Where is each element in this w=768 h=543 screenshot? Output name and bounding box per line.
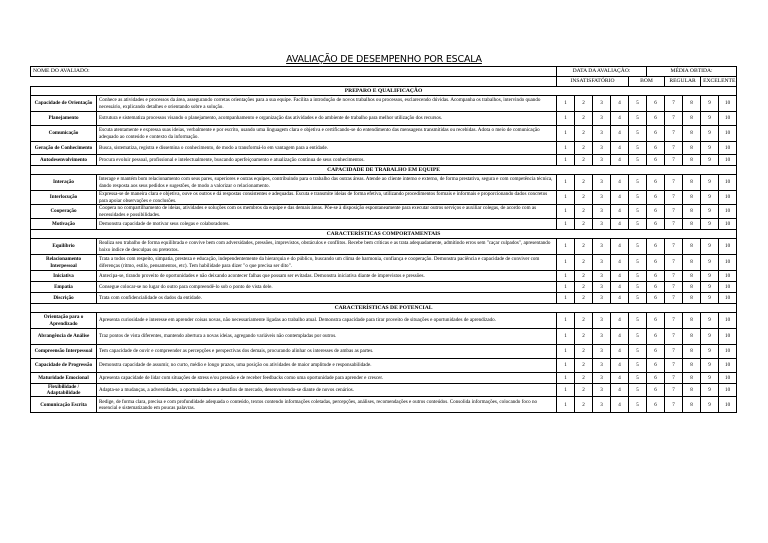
- score-option-5[interactable]: 5: [629, 293, 647, 304]
- score-option-7[interactable]: 7: [665, 359, 683, 373]
- score-option-9[interactable]: 9: [701, 126, 719, 142]
- score-option-8[interactable]: 8: [683, 219, 701, 230]
- score-option-6[interactable]: 6: [647, 219, 665, 230]
- criterion-row: [31, 282, 737, 293]
- section-title: CARACTERÍSTICAS DE POTENCIAL: [31, 304, 737, 313]
- criterion-label: Geração de Conhecimento: [31, 142, 97, 155]
- score-option-4[interactable]: 4: [611, 373, 629, 384]
- score-option-5[interactable]: 5: [629, 345, 647, 359]
- score-option-1[interactable]: 1: [557, 359, 575, 373]
- criterion-label: Capacidade de Orientação: [31, 96, 97, 112]
- score-option-2[interactable]: 2: [575, 155, 593, 166]
- score-option-1[interactable]: 1: [557, 219, 575, 230]
- score-option-10[interactable]: 10: [719, 239, 737, 255]
- criterion-label: Relacionamento Interpessoal: [31, 255, 97, 271]
- score-option-7[interactable]: 7: [665, 142, 683, 155]
- score-option-9[interactable]: 9: [701, 142, 719, 155]
- criterion-description: Redige, de forma clara, precisa e com profundidade adequada o conteúdo, textos contendo informações coletadas, percepções, análises, recomendações e outros conteúdos. Consolida informações, colocando foco no essencial e sistematizando em poucas palavras.: [97, 397, 557, 413]
- score-option-1[interactable]: 1: [557, 373, 575, 384]
- score-option-9[interactable]: 9: [701, 359, 719, 373]
- criterion-description: Procura evoluir pessoal, profissional e intelectualmente, buscando aperfeiçoamento e atualização contínua de seus conhecimentos.: [97, 155, 557, 166]
- criterion-label: Maturidade Emocional: [31, 373, 97, 384]
- score-option-1[interactable]: 1: [557, 112, 575, 126]
- score-option-9[interactable]: 9: [701, 271, 719, 282]
- criterion-row: [31, 126, 737, 142]
- score-option-7[interactable]: 7: [665, 282, 683, 293]
- score-option-8[interactable]: 8: [683, 313, 701, 329]
- score-option-3[interactable]: 3: [593, 175, 611, 191]
- criterion-row: [31, 313, 737, 329]
- score-option-10[interactable]: 10: [719, 96, 737, 112]
- score-option-8[interactable]: 8: [683, 255, 701, 271]
- criterion-description: Interage e mantém bom relacionamento com seus pares, superiores e outras equipes, contribuindo para o trabalho das outras áreas. Atende ao cliente interno e externo, de forma prestativa, segura e com competência técnica, dando resposta aos seus pedidos e sugestões, de modo a valorizar o relacionamento.: [97, 175, 557, 191]
- score-option-9[interactable]: 9: [701, 384, 719, 397]
- score-option-1[interactable]: 1: [557, 282, 575, 293]
- criterion-label: Cooperação: [31, 205, 97, 219]
- score-option-10[interactable]: 10: [719, 205, 737, 219]
- score-option-7[interactable]: 7: [665, 329, 683, 345]
- excelente-header: EXCELENTE: [701, 77, 737, 87]
- score-option-7[interactable]: 7: [665, 205, 683, 219]
- score-option-6[interactable]: 6: [647, 313, 665, 329]
- score-option-3[interactable]: 3: [593, 155, 611, 166]
- score-option-8[interactable]: 8: [683, 397, 701, 413]
- score-option-9[interactable]: 9: [701, 191, 719, 205]
- score-option-3[interactable]: 3: [593, 282, 611, 293]
- score-option-10[interactable]: 10: [719, 373, 737, 384]
- criterion-row: [31, 219, 737, 230]
- criterion-label: Iniciativa: [31, 271, 97, 282]
- score-option-1[interactable]: 1: [557, 142, 575, 155]
- score-option-9[interactable]: 9: [701, 282, 719, 293]
- score-option-6[interactable]: 6: [647, 271, 665, 282]
- score-option-8[interactable]: 8: [683, 271, 701, 282]
- score-option-2[interactable]: 2: [575, 359, 593, 373]
- criterion-label: Capacidade de Progressão: [31, 359, 97, 373]
- score-option-6[interactable]: 6: [647, 205, 665, 219]
- nome-avaliado-field[interactable]: NOME DO AVALIADO:: [31, 67, 557, 77]
- score-option-9[interactable]: 9: [701, 239, 719, 255]
- criterion-description: Expressa-se de maneira clara e objetiva, ouve os outros e dá respostas consistentes e adequadas. Escuta e transmite ideias de forma efetiva, utilizando procedimentos formais e informais e proporcionando dados concretos para apoiar observações e conclusões.: [97, 191, 557, 205]
- score-option-9[interactable]: 9: [701, 112, 719, 126]
- criterion-label: Equilíbrio: [31, 239, 97, 255]
- criterion-description: Demonstra capacidade de assumir, no curto, médio e longo prazos, uma posição ou atividades de maior amplitude e responsabilidade.: [97, 359, 557, 373]
- criterion-description: Trata com confidencialidade os dados da entidade.: [97, 293, 557, 304]
- score-option-7[interactable]: 7: [665, 239, 683, 255]
- score-option-4[interactable]: 4: [611, 96, 629, 112]
- score-option-1[interactable]: 1: [557, 345, 575, 359]
- score-option-9[interactable]: 9: [701, 96, 719, 112]
- criterion-label: Autodesenvolvimento: [31, 155, 97, 166]
- criterion-row: [31, 329, 737, 345]
- section-title: PREPARO E QUALIFICAÇÃO: [31, 87, 737, 96]
- score-option-5[interactable]: 5: [629, 219, 647, 230]
- evaluation-table: [30, 66, 737, 413]
- criterion-description: Apresenta curiosidade e interesse em aprender coisas novas, não necessariamente ligadas ao trabalho atual. Demonstra capacidade para tirar proveito de situações e oportunidades de aprendizado.: [97, 313, 557, 329]
- score-option-6[interactable]: 6: [647, 384, 665, 397]
- score-option-7[interactable]: 7: [665, 384, 683, 397]
- media-obtida-field[interactable]: MÉDIA OBTIDA:: [647, 67, 737, 77]
- score-option-4[interactable]: 4: [611, 239, 629, 255]
- score-option-1[interactable]: 1: [557, 239, 575, 255]
- score-option-9[interactable]: 9: [701, 219, 719, 230]
- criterion-description: Antecipa-se, tirando proveito de oportunidades e não deixando acontecer falhas que possam ser evitadas. Demonstra iniciativa diante de imprevistos e pressões.: [97, 271, 557, 282]
- score-option-4[interactable]: 4: [611, 313, 629, 329]
- criterion-label: Planejamento: [31, 112, 97, 126]
- score-option-8[interactable]: 8: [683, 239, 701, 255]
- score-option-4[interactable]: 4: [611, 255, 629, 271]
- score-option-6[interactable]: 6: [647, 345, 665, 359]
- score-option-5[interactable]: 5: [629, 282, 647, 293]
- score-option-2[interactable]: 2: [575, 239, 593, 255]
- criterion-row: [31, 397, 737, 413]
- score-option-3[interactable]: 3: [593, 142, 611, 155]
- score-option-10[interactable]: 10: [719, 384, 737, 397]
- score-option-10[interactable]: 10: [719, 359, 737, 373]
- criterion-row: [31, 175, 737, 191]
- score-option-4[interactable]: 4: [611, 205, 629, 219]
- score-option-7[interactable]: 7: [665, 126, 683, 142]
- score-option-5[interactable]: 5: [629, 191, 647, 205]
- criterion-row: [31, 271, 737, 282]
- regular-header: REGULAR: [665, 77, 701, 87]
- score-option-4[interactable]: 4: [611, 175, 629, 191]
- score-option-4[interactable]: 4: [611, 282, 629, 293]
- score-option-5[interactable]: 5: [629, 112, 647, 126]
- score-option-4[interactable]: 4: [611, 293, 629, 304]
- score-option-6[interactable]: 6: [647, 112, 665, 126]
- score-option-6[interactable]: 6: [647, 175, 665, 191]
- score-option-8[interactable]: 8: [683, 373, 701, 384]
- score-option-6[interactable]: 6: [647, 282, 665, 293]
- score-option-1[interactable]: 1: [557, 293, 575, 304]
- score-option-4[interactable]: 4: [611, 329, 629, 345]
- score-option-3[interactable]: 3: [593, 239, 611, 255]
- score-option-1[interactable]: 1: [557, 191, 575, 205]
- criterion-row: [31, 384, 737, 397]
- score-option-2[interactable]: 2: [575, 142, 593, 155]
- section-title: CARACTERÍSTICAS COMPORTAMENTAIS: [31, 230, 737, 239]
- score-option-8[interactable]: 8: [683, 142, 701, 155]
- score-option-7[interactable]: 7: [665, 191, 683, 205]
- criterion-label: Comunicação Escrita: [31, 397, 97, 413]
- score-option-1[interactable]: 1: [557, 384, 575, 397]
- score-option-3[interactable]: 3: [593, 255, 611, 271]
- score-option-1[interactable]: 1: [557, 397, 575, 413]
- score-option-6[interactable]: 6: [647, 255, 665, 271]
- criterion-description: Trata a todos com respeito, simpatia, presteza e educação, independentemente da hierarquia e do público, buscando um clima de harmonia, confiança e cooperação. Demonstra paciência e capacidade de conviver com diferenças (ritmo, estilo, pensamentos, etc). Tem habilidade para dizer "o que precisa ser dito".: [97, 255, 557, 271]
- score-option-2[interactable]: 2: [575, 373, 593, 384]
- score-option-2[interactable]: 2: [575, 96, 593, 112]
- score-option-1[interactable]: 1: [557, 313, 575, 329]
- score-option-10[interactable]: 10: [719, 282, 737, 293]
- score-option-1[interactable]: 1: [557, 126, 575, 142]
- score-option-2[interactable]: 2: [575, 271, 593, 282]
- score-option-10[interactable]: 10: [719, 329, 737, 345]
- criterion-label: Orientação para o Aprendizado: [31, 313, 97, 329]
- score-option-2[interactable]: 2: [575, 112, 593, 126]
- score-option-6[interactable]: 6: [647, 293, 665, 304]
- score-option-9[interactable]: 9: [701, 255, 719, 271]
- score-option-6[interactable]: 6: [647, 239, 665, 255]
- score-option-9[interactable]: 9: [701, 175, 719, 191]
- score-option-9[interactable]: 9: [701, 329, 719, 345]
- score-option-5[interactable]: 5: [629, 96, 647, 112]
- score-option-4[interactable]: 4: [611, 155, 629, 166]
- bom-header: BOM: [629, 77, 665, 87]
- score-option-7[interactable]: 7: [665, 175, 683, 191]
- score-option-8[interactable]: 8: [683, 175, 701, 191]
- score-option-7[interactable]: 7: [665, 219, 683, 230]
- score-option-2[interactable]: 2: [575, 205, 593, 219]
- score-option-3[interactable]: 3: [593, 384, 611, 397]
- score-option-4[interactable]: 4: [611, 126, 629, 142]
- score-option-10[interactable]: 10: [719, 293, 737, 304]
- score-option-6[interactable]: 6: [647, 155, 665, 166]
- score-option-2[interactable]: 2: [575, 126, 593, 142]
- criterion-label: Flexibilidade / Adaptabilidade: [31, 384, 97, 397]
- page-title: AVALIAÇÃO DE DESEMPENHO POR ESCALA: [286, 54, 482, 65]
- score-option-5[interactable]: 5: [629, 126, 647, 142]
- score-option-4[interactable]: 4: [611, 345, 629, 359]
- criterion-label: Discrição: [31, 293, 97, 304]
- score-option-4[interactable]: 4: [611, 191, 629, 205]
- criterion-row: [31, 205, 737, 219]
- insatisfatorio-header: INSATISFATÓRIO: [557, 77, 629, 87]
- score-option-1[interactable]: 1: [557, 96, 575, 112]
- criterion-label: Abrangência de Análise: [31, 329, 97, 345]
- score-option-1[interactable]: 1: [557, 175, 575, 191]
- score-option-4[interactable]: 4: [611, 384, 629, 397]
- score-option-9[interactable]: 9: [701, 313, 719, 329]
- score-option-3[interactable]: 3: [593, 191, 611, 205]
- score-option-2[interactable]: 2: [575, 313, 593, 329]
- criterion-label: Interlocução: [31, 191, 97, 205]
- criterion-row: [31, 359, 737, 373]
- score-option-4[interactable]: 4: [611, 397, 629, 413]
- criterion-description: Busca, sistematiza, registra e dissemina o conhecimento, de modo a transformá-lo em vantagem para a entidade.: [97, 142, 557, 155]
- score-option-6[interactable]: 6: [647, 96, 665, 112]
- criterion-description: Demonstra capacidade de motivar seus colegas e colaboradores.: [97, 219, 557, 230]
- criterion-description: Consegue colocar-se no lugar do outro para compreendê-lo sob o ponto de vista dele.: [97, 282, 557, 293]
- score-option-10[interactable]: 10: [719, 155, 737, 166]
- score-option-3[interactable]: 3: [593, 359, 611, 373]
- score-option-5[interactable]: 5: [629, 205, 647, 219]
- score-option-4[interactable]: 4: [611, 271, 629, 282]
- score-option-10[interactable]: 10: [719, 271, 737, 282]
- criterion-description: Coopera no compartilhamento de ideias, atividades e soluções com os membros da equipe e das demais áreas. Põe-se à disposição espontaneamente para executar outros serviços e auxiliar colegas, de acordo com as necessidades e possibilidades.: [97, 205, 557, 219]
- score-option-5[interactable]: 5: [629, 142, 647, 155]
- score-option-10[interactable]: 10: [719, 126, 737, 142]
- score-option-2[interactable]: 2: [575, 191, 593, 205]
- score-option-8[interactable]: 8: [683, 112, 701, 126]
- score-option-7[interactable]: 7: [665, 271, 683, 282]
- header-spacer: [31, 77, 557, 87]
- data-avaliacao-field[interactable]: DATA DA AVALIAÇÃO:: [557, 67, 647, 77]
- score-option-2[interactable]: 2: [575, 255, 593, 271]
- score-option-6[interactable]: 6: [647, 142, 665, 155]
- score-option-1[interactable]: 1: [557, 271, 575, 282]
- score-option-6[interactable]: 6: [647, 397, 665, 413]
- score-option-4[interactable]: 4: [611, 359, 629, 373]
- score-option-7[interactable]: 7: [665, 373, 683, 384]
- score-option-6[interactable]: 6: [647, 191, 665, 205]
- score-option-6[interactable]: 6: [647, 359, 665, 373]
- score-option-7[interactable]: 7: [665, 155, 683, 166]
- criterion-description: Realiza seu trabalho de forma equilibrada e convive bem com adversidades, pressões, imprevistos, obstáculos e conflitos. Recebe bem críticas e as trata adequadamente, admitindo erros sem "caçar culpados", apresentando baixo índice de desculpas ou pretextos.: [97, 239, 557, 255]
- score-option-5[interactable]: 5: [629, 155, 647, 166]
- score-option-2[interactable]: 2: [575, 397, 593, 413]
- score-option-9[interactable]: 9: [701, 155, 719, 166]
- score-option-7[interactable]: 7: [665, 112, 683, 126]
- score-option-9[interactable]: 9: [701, 373, 719, 384]
- score-option-5[interactable]: 5: [629, 384, 647, 397]
- criterion-description: Apresenta capacidade de lidar com situações de stress e/ou pressão e de receber feedbacks como uma oportunidade para aprender e crescer.: [97, 373, 557, 384]
- score-option-6[interactable]: 6: [647, 373, 665, 384]
- criterion-description: Estrutura e sistematiza processos visando o planejamento, acompanhamento e organização das atividades e do ambiente de trabalho para melhor utilização dos recursos.: [97, 112, 557, 126]
- score-option-3[interactable]: 3: [593, 112, 611, 126]
- criterion-row: [31, 255, 737, 271]
- score-option-9[interactable]: 9: [701, 205, 719, 219]
- criterion-row: [31, 239, 737, 255]
- score-option-3[interactable]: 3: [593, 219, 611, 230]
- criterion-row: [31, 142, 737, 155]
- criterion-description: Adapta-se a mudanças, a adversidades, a oportunidades e a desafios de mercado, desenvolvendo-se diante de novos cenários.: [97, 384, 557, 397]
- criterion-label: Comunicação: [31, 126, 97, 142]
- criterion-row: [31, 191, 737, 205]
- score-option-8[interactable]: 8: [683, 191, 701, 205]
- criterion-label: Compreensão Interpessoal: [31, 345, 97, 359]
- score-option-6[interactable]: 6: [647, 329, 665, 345]
- score-option-7[interactable]: 7: [665, 313, 683, 329]
- score-option-5[interactable]: 5: [629, 397, 647, 413]
- score-option-8[interactable]: 8: [683, 282, 701, 293]
- score-option-7[interactable]: 7: [665, 255, 683, 271]
- criterion-row: [31, 155, 737, 166]
- score-option-6[interactable]: 6: [647, 126, 665, 142]
- score-option-8[interactable]: 8: [683, 345, 701, 359]
- score-option-4[interactable]: 4: [611, 112, 629, 126]
- score-option-7[interactable]: 7: [665, 397, 683, 413]
- score-option-2[interactable]: 2: [575, 175, 593, 191]
- score-option-8[interactable]: 8: [683, 293, 701, 304]
- score-option-5[interactable]: 5: [629, 239, 647, 255]
- score-option-2[interactable]: 2: [575, 345, 593, 359]
- score-option-4[interactable]: 4: [611, 142, 629, 155]
- score-option-2[interactable]: 2: [575, 219, 593, 230]
- score-option-3[interactable]: 3: [593, 313, 611, 329]
- score-option-1[interactable]: 1: [557, 255, 575, 271]
- criterion-label: Interação: [31, 175, 97, 191]
- criterion-row: [31, 293, 737, 304]
- score-option-8[interactable]: 8: [683, 205, 701, 219]
- score-option-3[interactable]: 3: [593, 397, 611, 413]
- score-option-9[interactable]: 9: [701, 345, 719, 359]
- score-option-9[interactable]: 9: [701, 397, 719, 413]
- score-option-10[interactable]: 10: [719, 397, 737, 413]
- score-option-5[interactable]: 5: [629, 373, 647, 384]
- score-option-8[interactable]: 8: [683, 329, 701, 345]
- score-option-5[interactable]: 5: [629, 329, 647, 345]
- score-option-5[interactable]: 5: [629, 175, 647, 191]
- criterion-description: Escuta atentamente e expressa suas ideias, verbalmente e por escrito, usando uma linguagem clara e objetiva e certificando-se do entendimento das mensagens transmitidas ou recebidas. Adota o meio de comunicação adequado ao conteúdo e contexto da informação.: [97, 126, 557, 142]
- score-option-9[interactable]: 9: [701, 293, 719, 304]
- criterion-row: [31, 373, 737, 384]
- score-option-5[interactable]: 5: [629, 313, 647, 329]
- score-option-8[interactable]: 8: [683, 126, 701, 142]
- score-option-10[interactable]: 10: [719, 255, 737, 271]
- criterion-row: [31, 96, 737, 112]
- score-option-8[interactable]: 8: [683, 96, 701, 112]
- score-option-3[interactable]: 3: [593, 271, 611, 282]
- score-option-2[interactable]: 2: [575, 329, 593, 345]
- score-option-3[interactable]: 3: [593, 345, 611, 359]
- score-option-1[interactable]: 1: [557, 205, 575, 219]
- score-option-10[interactable]: 10: [719, 112, 737, 126]
- score-option-3[interactable]: 3: [593, 293, 611, 304]
- score-option-2[interactable]: 2: [575, 384, 593, 397]
- score-option-10[interactable]: 10: [719, 175, 737, 191]
- score-option-1[interactable]: 1: [557, 329, 575, 345]
- score-option-3[interactable]: 3: [593, 126, 611, 142]
- score-option-10[interactable]: 10: [719, 142, 737, 155]
- score-option-1[interactable]: 1: [557, 155, 575, 166]
- criterion-label: Motivação: [31, 219, 97, 230]
- score-option-10[interactable]: 10: [719, 191, 737, 205]
- criterion-description: Traz pontos de vista diferentes, mantendo abertura a novas ideias, agregando variáveis não contempladas por outros.: [97, 329, 557, 345]
- criterion-row: [31, 112, 737, 126]
- score-option-10[interactable]: 10: [719, 345, 737, 359]
- score-option-3[interactable]: 3: [593, 373, 611, 384]
- score-option-5[interactable]: 5: [629, 255, 647, 271]
- score-option-3[interactable]: 3: [593, 205, 611, 219]
- criterion-description: Tem capacidade de ouvir e compreender as percepções e perspectivas dos demais, procurando alinhar os interesses de ambas as partes.: [97, 345, 557, 359]
- score-option-2[interactable]: 2: [575, 293, 593, 304]
- score-option-5[interactable]: 5: [629, 271, 647, 282]
- score-option-3[interactable]: 3: [593, 96, 611, 112]
- score-option-2[interactable]: 2: [575, 282, 593, 293]
- score-option-8[interactable]: 8: [683, 155, 701, 166]
- score-option-10[interactable]: 10: [719, 313, 737, 329]
- score-option-8[interactable]: 8: [683, 384, 701, 397]
- score-option-3[interactable]: 3: [593, 329, 611, 345]
- score-option-4[interactable]: 4: [611, 219, 629, 230]
- criterion-row: [31, 345, 737, 359]
- section-title: CAPACIDADE DE TRABALHO EM EQUIPE: [31, 166, 737, 175]
- score-option-7[interactable]: 7: [665, 345, 683, 359]
- score-option-7[interactable]: 7: [665, 293, 683, 304]
- score-option-8[interactable]: 8: [683, 359, 701, 373]
- score-option-10[interactable]: 10: [719, 219, 737, 230]
- criterion-label: Empatia: [31, 282, 97, 293]
- score-option-7[interactable]: 7: [665, 96, 683, 112]
- criterion-description: Conhece as atividades e processos da área, assegurando corretas orientações para a sua equipe. Facilita a introdução de novos trabalhos ou processos, esclarecendo dúvidas. Acompanha os trabalhos, intervindo quando necessário, explicando detalhes e orientando sobre a solução.: [97, 96, 557, 112]
- score-option-5[interactable]: 5: [629, 359, 647, 373]
